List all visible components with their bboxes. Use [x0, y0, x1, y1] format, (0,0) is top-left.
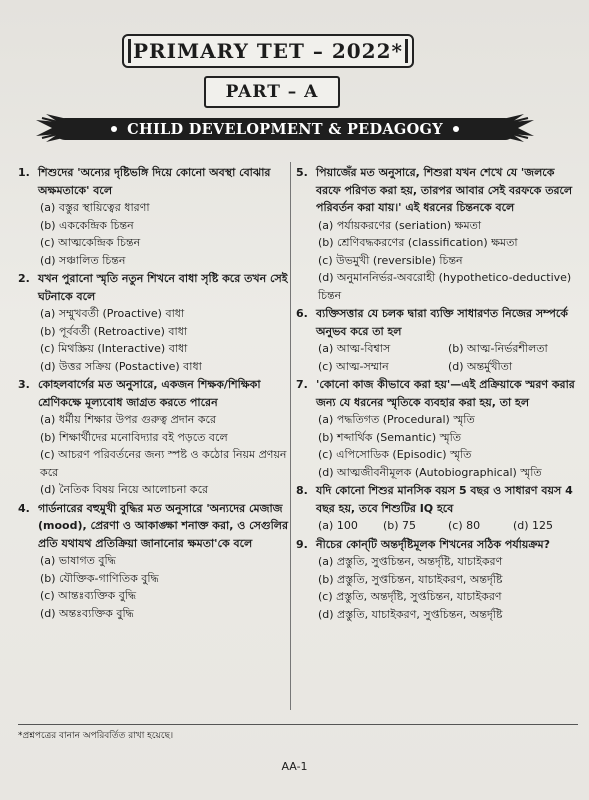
question-block — [18, 270, 288, 375]
question-text: ব্যক্তিসত্তার যে চলক দ্বারা ব্যক্তি সাধারণত নিজের সম্পর্কে অনুভব করে তা হল — [316, 307, 568, 338]
answer-option: (b) শব্দার্থিক (Semantic) স্মৃতি — [318, 430, 461, 444]
right-column — [296, 164, 578, 624]
question-stem — [18, 376, 288, 411]
question-number: 9. — [296, 537, 308, 551]
question-number: 6. — [296, 307, 308, 320]
answer-option: (d) প্রস্তুতি, যাচাইকরণ, সুপ্তচিন্তন, অন্তর্দৃষ্টি — [318, 607, 503, 621]
answer-option: (d) অনুমাননির্ভর-অবরোহী (hypothetico-deductive) চিন্তন — [318, 271, 572, 302]
question-stem — [18, 164, 288, 199]
answer-option-row — [296, 340, 578, 358]
answer-option: (d) আত্মজীবনীমূলক (Autobiographical) স্মৃতি — [318, 465, 542, 479]
answer-option: (a) প্রস্তুতি, সুপ্তচিন্তন, অন্তর্দৃষ্টি, যাচাইকরণ — [318, 555, 503, 568]
question-text: 'কোনো কাজ কীভাবে করা হয়'—এই প্রক্রিয়াকে স্মরণ করার জন্য যে ধরনের স্মৃতিকে ব্যবহার করা হয়, তা হল — [316, 378, 575, 409]
answer-option: (d) অন্তঃব্যক্তিক বুদ্ধি — [40, 606, 134, 620]
answer-option: (b) এককেন্দ্রিক চিন্তন — [40, 218, 134, 232]
question-stem — [296, 536, 578, 554]
answer-option: (c) আত্ম-সম্মান — [318, 359, 389, 373]
question-stem — [296, 305, 578, 340]
part-label: PART – A — [225, 82, 319, 102]
answer-option-row — [296, 358, 578, 376]
question-number: 5. — [296, 166, 308, 179]
question-text: পিয়াজেঁর মত অনুসারে, শিশুরা যখন শেখে যে 'জলকে বরফে পরিণত করা হয়, তারপর আবার সেই বরফকে তরলে পরিবর্তন করা যায়।' এই ধরনের চিন্তনকে বলে — [316, 166, 573, 214]
page-number: AA-1 — [281, 760, 308, 773]
question-block — [296, 376, 578, 481]
answer-option: (b) 75 — [383, 519, 417, 532]
question-number: 8. — [296, 484, 308, 497]
question-text: কোহলবার্গের মত অনুসারে, একজন শিক্ষক/শিক্ষিকা শ্রেণিকক্ষে মূল্যবোধ জাগ্রত করতে পারেন — [38, 378, 261, 409]
question-block — [18, 500, 288, 623]
part-label-box — [204, 76, 340, 108]
answer-option: (c) আত্মকেন্দ্রিক চিন্তন — [40, 236, 141, 249]
question-text: শিশুদের 'অন্যের দৃষ্টিভঙ্গি দিয়ে কোনো অবস্থা বোঝার অক্ষমতাকে' বলে — [38, 166, 271, 197]
banner-bar — [54, 118, 516, 140]
answer-option: (d) নৈতিক বিষয় নিয়ে আলোচনা করে — [40, 483, 209, 496]
question-number: 2. — [18, 272, 30, 285]
question-stem — [18, 500, 288, 553]
answer-option: (b) আত্ম-নির্ভরশীলতা — [448, 342, 548, 355]
answer-option: (c) 80 — [448, 519, 481, 532]
question-number: 4. — [18, 501, 30, 515]
question-block — [296, 482, 578, 535]
answer-option: (a) ভাষাগত বুদ্ধি — [40, 554, 116, 567]
answer-option: (d) সঞ্চালিত চিন্তন — [40, 253, 126, 267]
answer-option: (b) শিক্ষার্থীদের মনোবিদ্যার বই পড়তে বলে — [40, 430, 228, 444]
answer-option-row — [296, 517, 578, 535]
question-block — [18, 164, 288, 269]
question-text: যখন পুরানো স্মৃতি নতুন শিখনে বাধা সৃষ্টি করে তখন সেই ঘটনাকে বলে — [38, 272, 288, 303]
question-block — [296, 536, 578, 624]
answer-option: (b) যৌক্তিক-গাণিতিক বুদ্ধি — [40, 571, 159, 585]
answer-option: (a) বস্তুর স্থায়িত্বের ধারণা — [40, 201, 150, 214]
answer-option: (b) শ্রেণিবদ্ধকরণের (classification) ক্ষমতা — [318, 236, 518, 249]
question-text: গার্ডনারের বহুমুখী বুদ্ধির মত অনুসারে 'অন্যদের মেজাজ (mood), প্রেরণা ও আকাঙ্ক্ষা শনাক্ত করা, ও সেগুলির প্রতি যথাযথ প্রতিক্রিয়া জানানোর ক্ষমতা'কে বলে — [38, 501, 289, 550]
question-stem — [296, 376, 578, 411]
answer-option: (c) প্রস্তুতি, অন্তর্দৃষ্টি, সুপ্তচিন্তন, যাচাইকরণ — [318, 590, 502, 603]
answer-option: (a) আত্ম-বিশ্বাস — [318, 342, 391, 355]
bullet-icon — [111, 126, 117, 132]
bullet-icon — [453, 126, 459, 132]
left-column — [18, 164, 288, 623]
answer-option: (c) আন্তঃব্যক্তিক বুদ্ধি — [40, 589, 137, 602]
answer-option: (c) উভমুখী (reversible) চিন্তন — [318, 253, 463, 267]
question-block — [296, 305, 578, 375]
question-block — [18, 376, 288, 499]
question-block — [296, 164, 578, 304]
question-text: যদি কোনো শিশুর মানসিক বয়স 5 বছর ও সাধারণ বয়স 4 বছর হয়, তবে শিশুটির IQ হবে — [316, 484, 573, 515]
question-stem — [296, 164, 578, 217]
answer-option: (c) আচরণ পরিবর্তনের জন্য স্পষ্ট ও কঠোর নিয়ম প্রণয়ন করে — [40, 448, 287, 479]
question-number: 7. — [296, 378, 308, 391]
question-stem — [296, 482, 578, 517]
answer-option: (d) 125 — [513, 519, 554, 532]
question-text: নীচের কোন্‌টি অন্তর্দৃষ্টিমূলক শিখনের সঠিক পর্যায়ক্রম? — [316, 537, 551, 551]
question-number: 3. — [18, 378, 30, 391]
answer-option: (a) পদ্ধতিগত (Procedural) স্মৃতি — [318, 413, 475, 426]
section-title: CHILD DEVELOPMENT & PEDAGOGY — [127, 120, 443, 138]
answer-option: (a) পর্যায়করণের (seriation) ক্ষমতা — [318, 218, 482, 232]
answer-option: (a) সম্মুখবর্তী (Proactive) বাধা — [40, 307, 185, 320]
answer-option: (d) উত্তর সক্রিয় (Postactive) বাধা — [40, 359, 202, 373]
answer-option: (a) ধর্মীয় শিক্ষার উপর গুরুত্ব প্রদান করে — [40, 413, 217, 426]
question-number: 1. — [18, 166, 30, 179]
exam-title-box — [122, 34, 414, 68]
exam-title: PRIMARY TET – 2022* — [133, 39, 403, 63]
answer-option: (c) মিথস্ক্রিয় (Interactive) বাধা — [40, 342, 188, 355]
column-divider — [290, 162, 291, 710]
answer-option: (a) 100 — [318, 519, 358, 532]
answer-option: (d) অন্তর্মুখীতা — [448, 359, 513, 373]
footnote: *প্রশ্নপত্রের বানান অপরিবর্তিত রাখা হয়েছে। — [18, 724, 578, 743]
section-banner — [36, 110, 534, 146]
question-stem — [18, 270, 288, 305]
answer-option: (b) প্রস্তুতি, সুপ্তচিন্তন, যাচাইকরণ, অন্তর্দৃষ্টি — [318, 572, 503, 586]
answer-option: (b) পূর্ববর্তী (Retroactive) বাধা — [40, 324, 188, 338]
answer-option: (c) এপিসোডিক (Episodic) স্মৃতি — [318, 448, 472, 461]
